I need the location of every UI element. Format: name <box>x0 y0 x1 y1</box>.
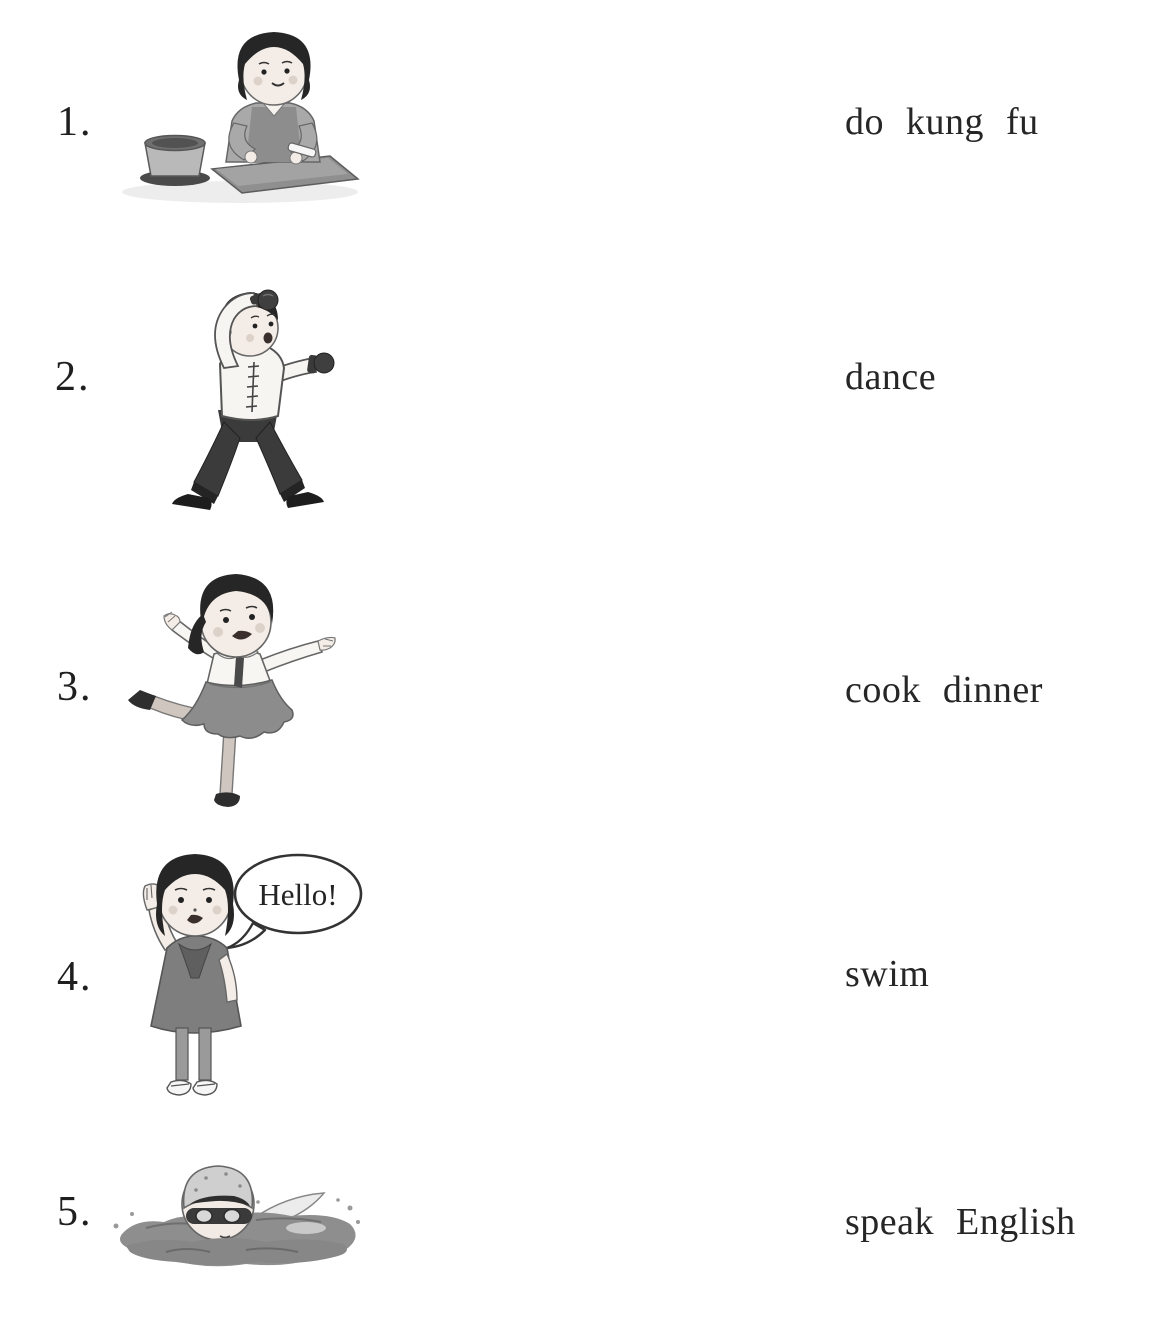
match-word-5: speak English <box>845 1201 1076 1243</box>
cook-dinner-illustration <box>112 20 364 208</box>
item-number-1: 1. <box>57 99 93 145</box>
speech-bubble-text: Hello! <box>258 877 338 912</box>
item-number-3: 3. <box>57 664 93 710</box>
item-number-2: 2. <box>55 354 91 400</box>
kung-fu-illustration <box>158 270 340 512</box>
speech-bubble <box>227 855 361 948</box>
speak-english-illustration <box>135 848 377 1104</box>
swim-illustration <box>106 1156 366 1278</box>
match-word-3: cook dinner <box>845 669 1043 711</box>
match-word-2: dance <box>845 356 937 398</box>
match-word-1: do kung fu <box>845 101 1039 143</box>
item-number-4: 4. <box>57 954 93 1000</box>
item-number-5: 5. <box>57 1189 93 1235</box>
match-word-4: swim <box>845 953 930 995</box>
dance-illustration <box>120 562 357 814</box>
